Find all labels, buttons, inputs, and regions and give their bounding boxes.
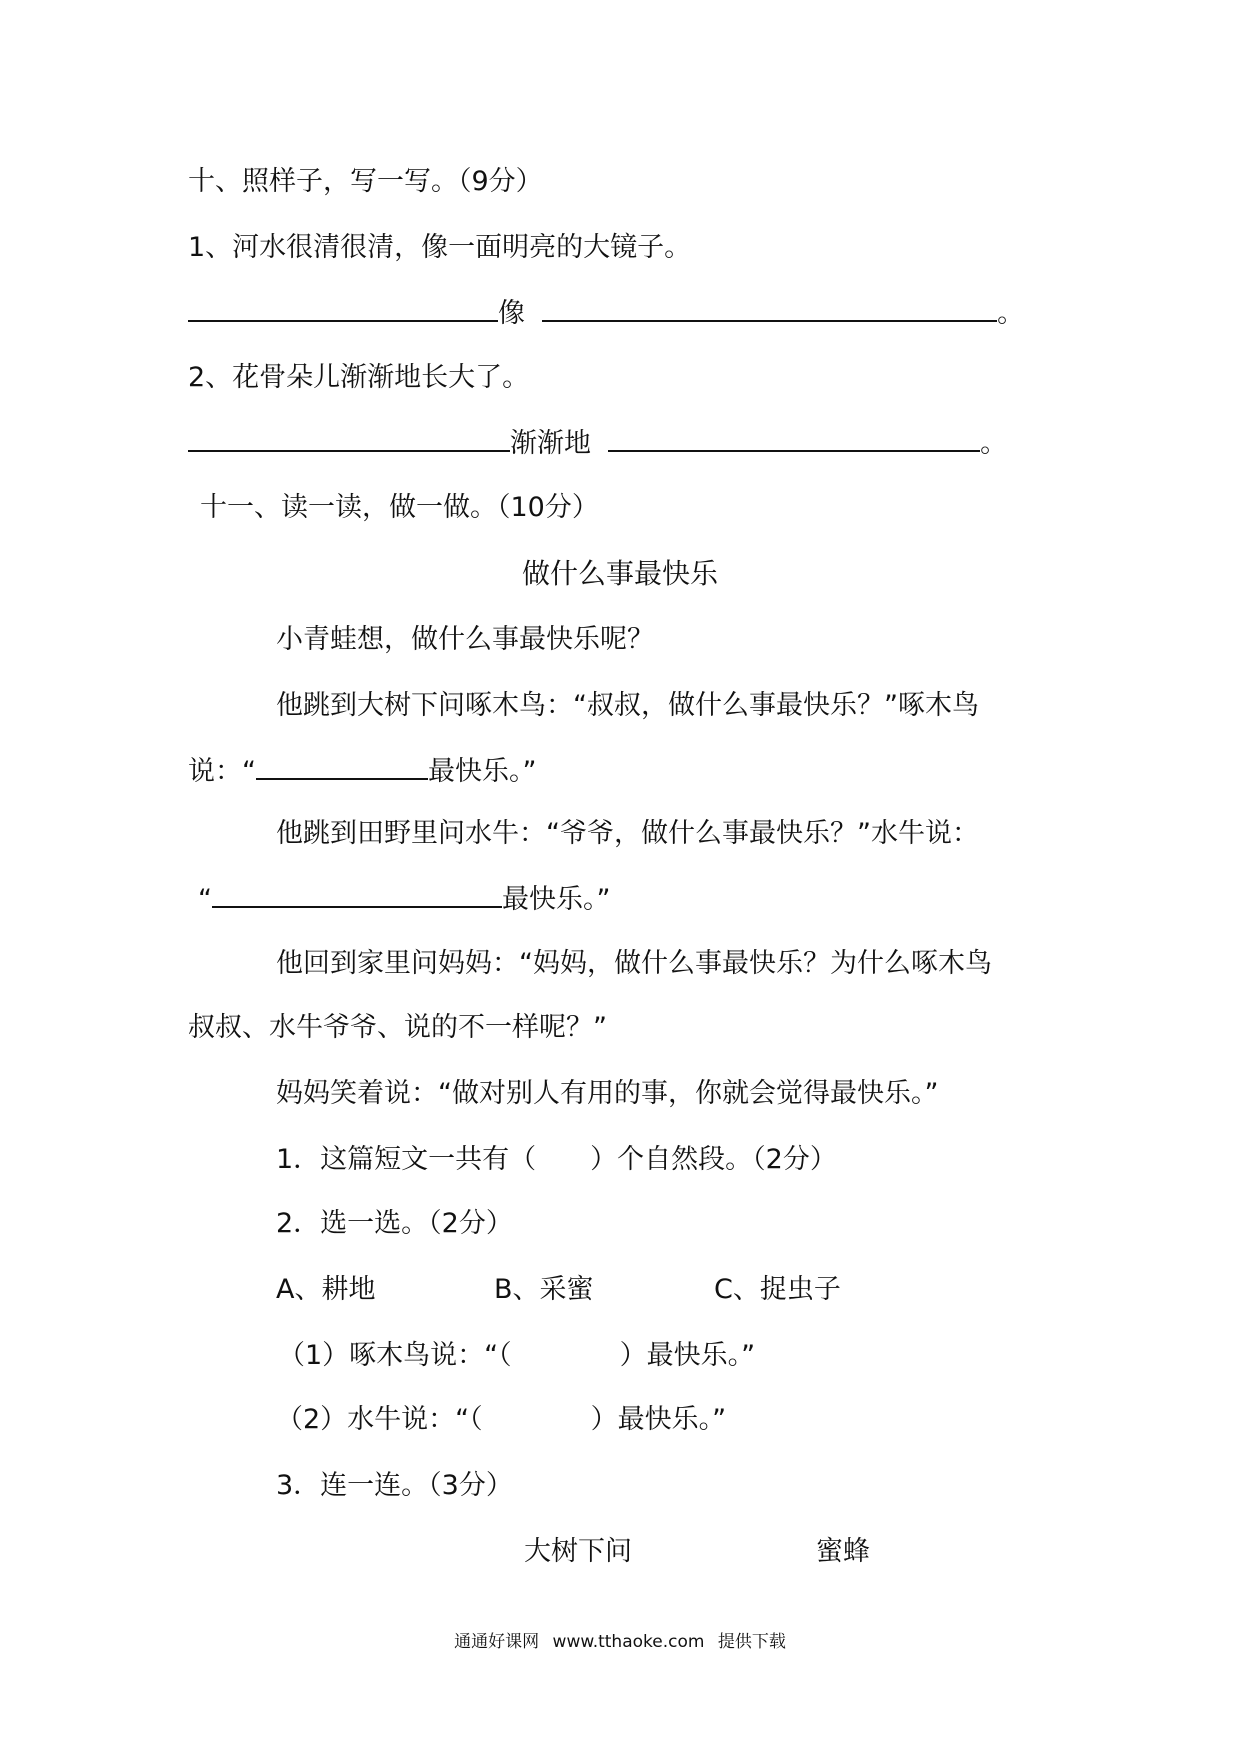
question-2: 2．选一选。（2分） <box>276 1208 513 1239</box>
q10-1-example: 1、河水很清很清，像一面明亮的大镜子。 <box>188 232 692 263</box>
q10-1-answer-row <box>188 292 1024 334</box>
page-footer <box>0 1630 1240 1654</box>
quote-open: “ <box>198 884 212 915</box>
answer-blank[interactable] <box>542 292 997 322</box>
question-3: 3．连一连。（3分） <box>276 1470 513 1501</box>
q10-2-answer-row <box>188 422 1007 464</box>
passage-paragraph-2-line-2 <box>188 750 537 792</box>
option-a: A、耕地 <box>276 1274 376 1305</box>
answer-blank[interactable] <box>256 750 428 780</box>
period: 。 <box>997 298 1025 329</box>
q10-2-example: 2、花骨朵儿渐渐地长大了。 <box>188 362 530 393</box>
answer-blank[interactable] <box>188 292 498 322</box>
passage-paragraph-5: 妈妈笑着说：“做对别人有用的事，你就会觉得最快乐。” <box>276 1078 939 1109</box>
footer-site-name: 通通好课网 <box>454 1632 540 1652</box>
question-2-1: （1）啄木鸟说：“（ ）最快乐。” <box>278 1340 756 1371</box>
answer-blank[interactable] <box>608 422 980 452</box>
footer-url[interactable]: www.tthaoke.com <box>552 1632 705 1652</box>
passage-paragraph-3-line-1: 他跳到田野里问水牛：“爷爷，做什么事最快乐？”水牛说： <box>276 818 979 849</box>
period: 。 <box>980 428 1008 459</box>
option-b: B、采蜜 <box>494 1274 594 1305</box>
question-2-2: （2）水牛说：“（ ）最快乐。” <box>276 1404 727 1435</box>
passage-paragraph-4-line-1: 他回到家里问妈妈：“妈妈，做什么事最快乐？为什么啄木鸟 <box>276 948 992 979</box>
quote-close: 最快乐。” <box>428 756 537 787</box>
q10-1-keyword: 像 <box>498 298 525 329</box>
section-10-heading: 十、照样子，写一写。（9分） <box>188 166 543 197</box>
match-left-item[interactable]: 大树下问 <box>524 1536 632 1567</box>
option-c: C、捉虫子 <box>714 1274 841 1305</box>
answer-blank[interactable] <box>212 878 502 908</box>
answer-blank[interactable] <box>188 422 510 452</box>
q10-2-keyword: 渐渐地 <box>510 428 591 459</box>
quote-open: 说：“ <box>188 756 256 787</box>
match-right-item[interactable]: 蜜蜂 <box>816 1536 870 1567</box>
passage-paragraph-2-line-1: 他跳到大树下问啄木鸟：“叔叔，做什么事最快乐？”啄木鸟 <box>276 690 979 721</box>
passage-title: 做什么事最快乐 <box>521 557 718 590</box>
passage-paragraph-4-line-2: 叔叔、水牛爷爷、说的不一样呢？” <box>188 1012 607 1043</box>
section-11-heading: 十一、读一读，做一做。（10分） <box>200 492 599 523</box>
passage-paragraph-1: 小青蛙想，做什么事最快乐呢？ <box>276 624 654 655</box>
passage-paragraph-3-line-2 <box>198 878 611 920</box>
quote-close: 最快乐。” <box>502 884 611 915</box>
footer-suffix: 提供下载 <box>717 1632 786 1652</box>
question-1: 1．这篇短文一共有（ ）个自然段。（2分） <box>276 1144 837 1175</box>
